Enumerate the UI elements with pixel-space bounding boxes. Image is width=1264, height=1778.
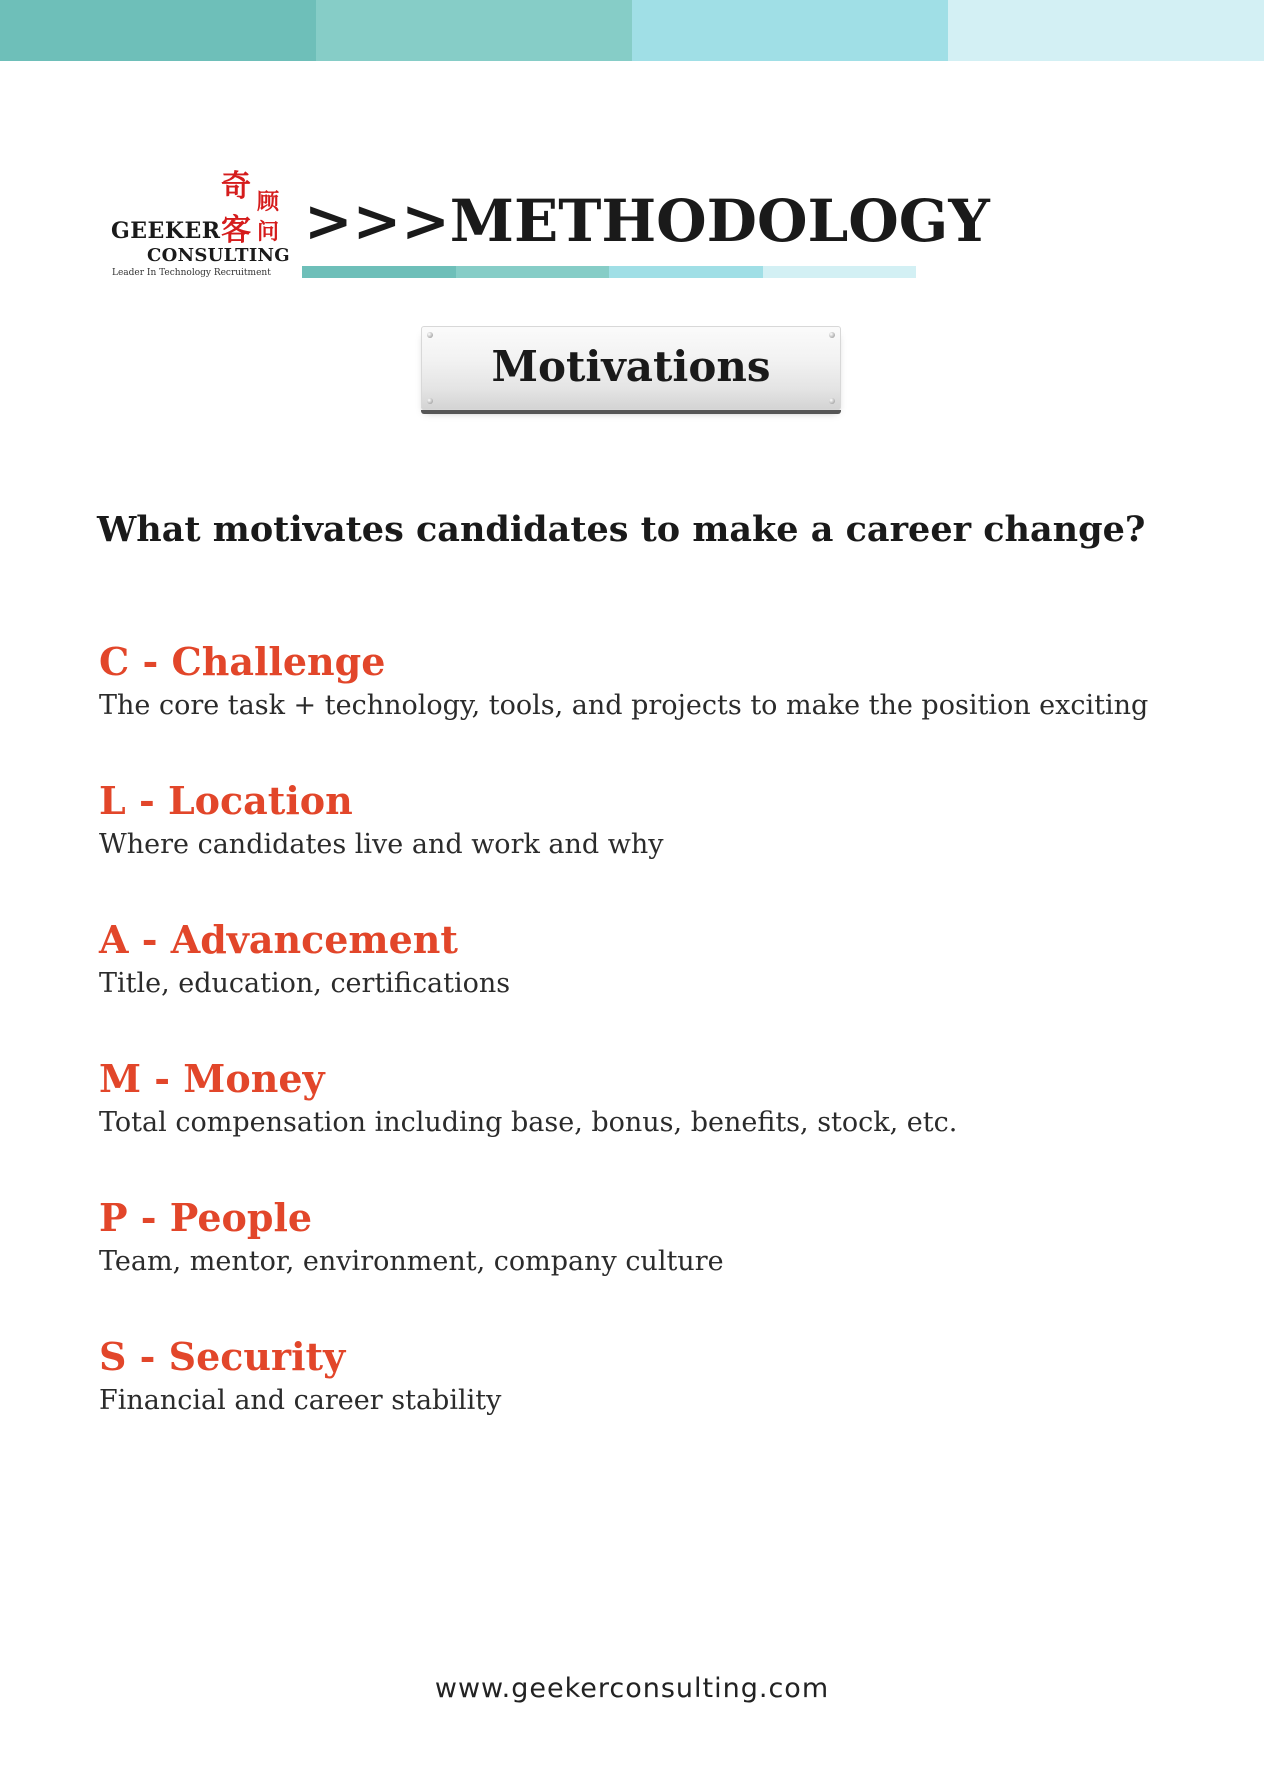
underline-segment-1	[302, 266, 456, 278]
page-title: >>>METHODOLOGY	[304, 187, 990, 255]
list-item	[99, 779, 1199, 861]
section-plaque	[421, 326, 841, 410]
list-item	[99, 1196, 1199, 1278]
logo-cn-char-4: 问	[257, 220, 280, 245]
rivet-icon	[427, 398, 433, 404]
underline-segment-3	[609, 266, 763, 278]
motivation-description: The core task + technology, tools, and projects to make the position exciting	[99, 689, 1149, 721]
logo-line-2: CONSULTING	[147, 245, 290, 266]
band-segment-2	[316, 0, 632, 61]
band-segment-4	[948, 0, 1264, 61]
logo-tagline: Leader In Technology Recruitment	[112, 268, 271, 278]
logo-cn-char-2: 客	[221, 213, 251, 248]
rivet-icon	[829, 332, 835, 338]
list-item	[99, 640, 1199, 722]
question-heading: What motivates candidates to make a career change?	[97, 509, 1146, 550]
motivation-heading: M - Money	[99, 1056, 325, 1101]
motivation-heading: C - Challenge	[99, 639, 386, 684]
underline-segment-2	[456, 266, 610, 278]
motivation-description: Total compensation including base, bonus, benefits, stock, etc.	[99, 1106, 958, 1138]
motivation-heading: A - Advancement	[99, 917, 458, 962]
footer-url[interactable]: www.geekerconsulting.com	[434, 1673, 830, 1704]
band-segment-3	[632, 0, 948, 61]
motivation-description: Where candidates live and work and why	[99, 828, 664, 860]
band-segment-1	[0, 0, 316, 61]
logo-line-1: GEEKER	[111, 218, 221, 244]
rivet-icon	[829, 398, 835, 404]
motivation-heading: S - Security	[99, 1334, 346, 1379]
motivation-description: Financial and career stability	[99, 1384, 502, 1416]
list-item	[99, 918, 1199, 1000]
rivet-icon	[427, 332, 433, 338]
underline-segment-4	[763, 266, 917, 278]
logo-cn-char-3: 顾	[257, 190, 280, 215]
motivation-description: Title, education, certifications	[99, 967, 511, 999]
motivation-heading: P - People	[99, 1195, 313, 1240]
motivation-description: Team, mentor, environment, company culture	[99, 1245, 724, 1277]
top-color-band	[0, 0, 1264, 61]
list-item	[99, 1335, 1199, 1417]
company-logo	[108, 169, 290, 282]
section-title: Motivations	[491, 342, 771, 391]
motivation-heading: L - Location	[99, 778, 353, 823]
logo-cn-char-1: 奇	[221, 169, 251, 204]
title-underline	[302, 266, 916, 278]
list-item	[99, 1057, 1199, 1139]
